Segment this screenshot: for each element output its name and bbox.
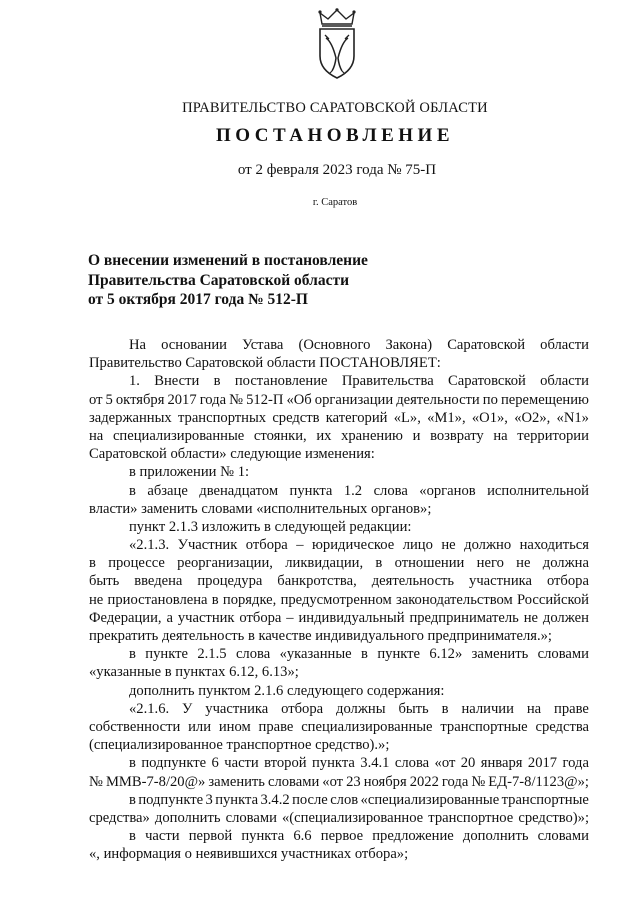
body-line: прекратить деятельность в качестве индивидуального предпринимателя.»; (89, 628, 552, 644)
body-line: задержанных транспортных средств категорий «L», «M1», «O1», «O2», «N1» (89, 409, 589, 426)
body-line: в абзаце двенадцатом пункта 1.2 слова «органов исполнительной (129, 482, 589, 499)
body-line: «, информация о неявившихся участниках отбора»; (89, 846, 409, 863)
coat-of-arms-icon (314, 8, 360, 80)
body-line: дополнить пунктом 2.1.6 следующего содержания: (129, 682, 445, 699)
body-line: пункт 2.1.3 изложить в следующей редакции: (129, 518, 412, 535)
subject-line: О внесении изменений в постановление (88, 252, 368, 269)
body-line: в пункте 2.1.5 слова «указанные в пункте 6.12» заменить словами (129, 646, 589, 663)
body-line: быть введена процедура банкротства, деятельность участника отбора (89, 573, 589, 590)
document-date-number: от 2 февраля 2023 года № 75-П (237, 162, 437, 178)
body-line: в процессе реорганизации, ликвидации, в отношении него не должна (89, 555, 589, 572)
document-subject (88, 251, 408, 310)
document-type-heading: ПОСТАНОВЛЕНИЕ (215, 125, 455, 146)
body-line: собственности или ином праве специализированные транспортные средства (89, 718, 589, 735)
body-line: не приостановлена в порядке, предусмотренном законодательством Российской (89, 591, 589, 608)
body-line: «2.1.6. У участника отбора должны быть в наличии на праве (129, 700, 589, 717)
body-line: от 5 октября 2017 года № 512-П «Об организации деятельности по перемещению (89, 391, 589, 408)
body-line: в подпункте 6 части второй пункта 3.4.1 слова «от 20 января 2017 года (129, 755, 589, 772)
body-line: власти» заменить словами «исполнительных органов»; (89, 500, 432, 517)
body-line: 1. Внести в постановление Правительства Саратовской области (129, 373, 589, 390)
document-city: г. Саратов (312, 197, 358, 208)
body-line: № ММВ-7-8/20@» заменить словами «от 23 ноября 2022 года № ЕД-7-8/1123@»; (89, 773, 589, 790)
subject-line: от 5 октября 2017 года № 512-П (88, 291, 308, 308)
body-line: Правительство Саратовской области ПОСТАНОВЛЯЕТ: (89, 355, 441, 372)
body-line: на специализированные стоянки, их хранению и возврату на территории (89, 427, 589, 444)
body-line: «2.1.3. Участник отбора – юридическое лицо не должно находиться (129, 537, 589, 554)
body-line: в приложении № 1: (129, 464, 250, 481)
body-line: На основании Устава (Основного Закона) Саратовской области (129, 337, 589, 353)
organization-title: ПРАВИТЕЛЬСТВО САРАТОВСКОЙ ОБЛАСТИ (182, 100, 488, 116)
document-body (89, 336, 589, 863)
body-line: «указанные в пунктах 6.12, 6.13»; (89, 664, 299, 681)
body-line: (специализированное транспортное средство).»; (89, 737, 390, 754)
body-line: средства» дополнить словами «(специализированное транспортное средство)»; (89, 809, 589, 826)
body-line: в части первой пункта 6.6 первое предложение дополнить словами (129, 828, 589, 845)
body-line: Саратовской области» следующие изменения: (89, 446, 375, 463)
body-line: Федерации, а участник отбора – индивидуальный предприниматель не должен (89, 609, 589, 626)
subject-line: Правительства Саратовской области (88, 271, 349, 289)
body-line: в подпункте 3 пункта 3.4.2 после слов «специализированные транспортные (129, 791, 589, 808)
